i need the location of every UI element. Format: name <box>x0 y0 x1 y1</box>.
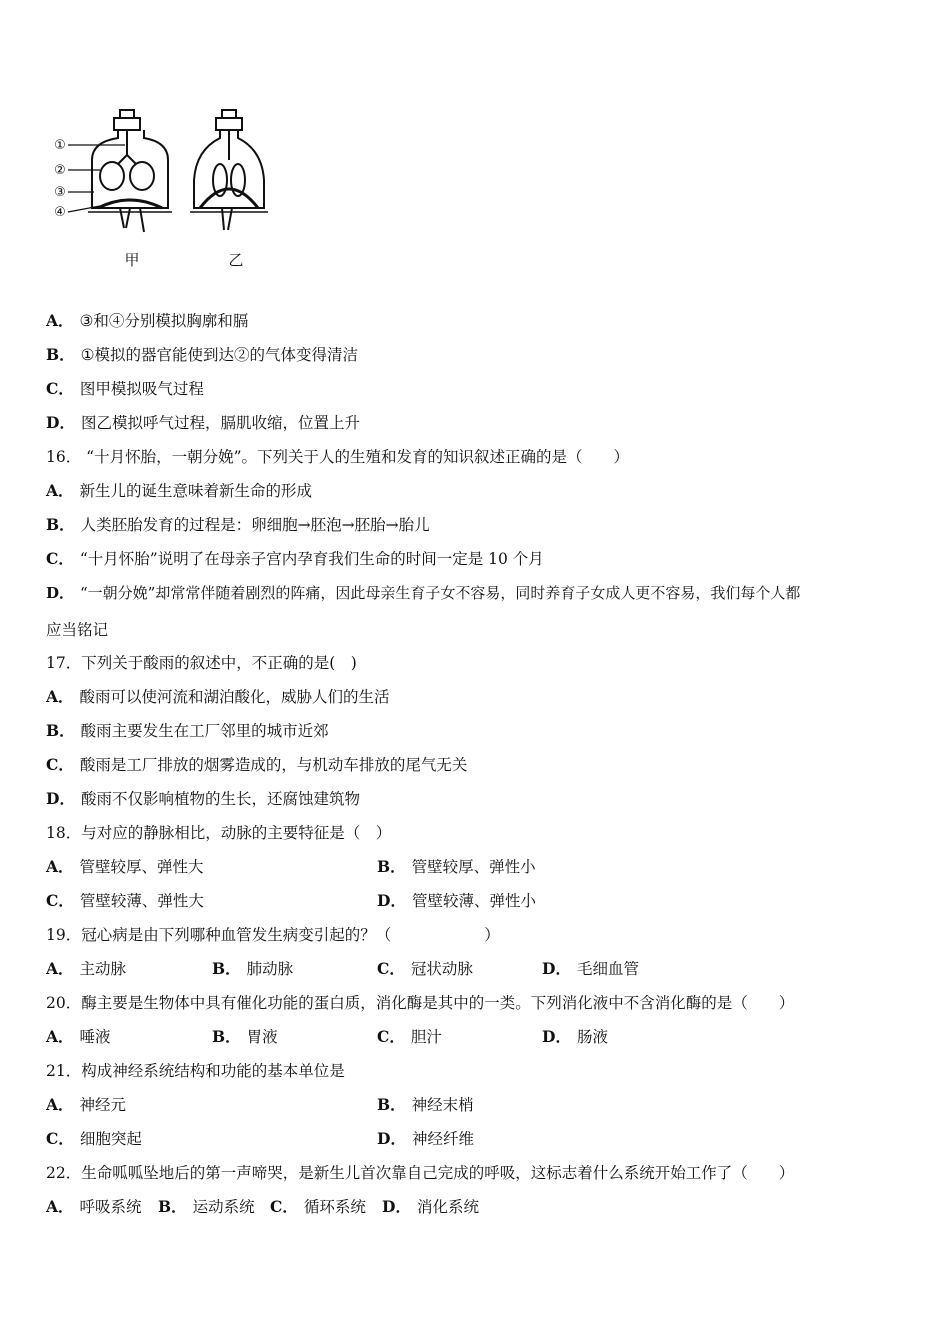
q17-option-b: B． 酸雨主要发生在工厂邻里的城市近郊 <box>46 721 329 740</box>
q16-option-c: C． “十月怀胎”说明了在母亲子宫内孕育我们生命的时间一定是 10 个月 <box>46 549 544 568</box>
q16-option-d-continuation: 应当铭记 <box>46 621 109 639</box>
q18-option-c: C． 管壁较薄、弹性大 <box>46 891 204 910</box>
q17-option-d: D． 酸雨不仅影响植物的生长，还腐蚀建筑物 <box>46 789 360 808</box>
q20-option-a: A． 唾液 <box>46 1027 111 1046</box>
q15-option-a: A． ③和④分别模拟胸廓和膈 <box>46 311 249 330</box>
q22-stem: 22．生命呱呱坠地后的第一声啼哭，是新生儿首次靠自己完成的呼吸，这标志着什么系统开始工作了（ ） <box>46 1164 795 1182</box>
q15-option-b: B． ①模拟的器官能使到达②的气体变得清洁 <box>46 345 359 364</box>
q15-option-d: D． 图乙模拟呼气过程，膈肌收缩，位置上升 <box>46 413 360 432</box>
q17-option-c: C． 酸雨是工厂排放的烟雾造成的，与机动车排放的尾气无关 <box>46 755 468 774</box>
bell-jar-figure <box>40 100 280 280</box>
figure-caption-a: 甲 <box>124 251 140 269</box>
q22-option-d: D． 消化系统 <box>382 1197 479 1216</box>
figure-label-1: ① <box>54 138 66 153</box>
q16-stem: 16． “十月怀胎，一朝分娩”。下列关于人的生殖和发育的知识叙述正确的是（ ） <box>46 448 630 466</box>
q18-option-d: D． 管壁较薄、弹性小 <box>377 891 536 910</box>
q19-option-b: B． 肺动脉 <box>212 959 294 978</box>
q19-option-c: C． 冠状动脉 <box>377 959 473 978</box>
q18-stem: 18．与对应的静脉相比，动脉的主要特征是（ ） <box>46 824 392 842</box>
q19-option-a: A． 主动脉 <box>46 959 127 978</box>
figure-label-4: ④ <box>54 205 66 220</box>
q17-option-a: A． 酸雨可以使河流和湖泊酸化，威胁人们的生活 <box>46 687 390 706</box>
q20-option-c: C． 胆汁 <box>377 1027 442 1046</box>
q16-option-b: B． 人类胚胎发育的过程是：卵细胞→胚泡→胚胎→胎儿 <box>46 515 430 534</box>
q21-option-b: B． 神经末梢 <box>377 1095 474 1114</box>
q21-option-a: A． 神经元 <box>46 1095 127 1114</box>
q17-stem: 17．下列关于酸雨的叙述中，不正确的是( ) <box>46 654 357 672</box>
q19-stem: 19．冠心病是由下列哪种血管发生病变引起的？（ ） <box>46 926 500 944</box>
q22-option-c: C． 循环系统 <box>270 1197 366 1216</box>
q19-option-d: D． 毛细血管 <box>542 959 639 978</box>
q18-option-a: A． 管壁较厚、弹性大 <box>46 857 204 876</box>
q21-option-c: C． 细胞突起 <box>46 1129 142 1148</box>
q22-option-b: B． 运动系统 <box>158 1197 255 1216</box>
figure-caption-b: 乙 <box>228 251 244 269</box>
figure-label-2: ② <box>54 163 66 178</box>
figure-label-3: ③ <box>54 185 66 200</box>
q15-option-c: C． 图甲模拟吸气过程 <box>46 379 204 398</box>
q20-stem: 20．酶主要是生物体中具有催化功能的蛋白质，消化酶是其中的一类。下列消化液中不含消化酶的是（ ） <box>46 994 795 1012</box>
q16-option-d: D． “一朝分娩”却常常伴随着剧烈的阵痛，因此母亲生育子女不容易，同时养育子女成人更不容易，我们每个人都 <box>46 584 801 602</box>
q16-option-a: A． 新生儿的诞生意味着新生命的形成 <box>46 481 313 500</box>
jar-a-diagram <box>88 110 172 232</box>
q21-stem: 21．构成神经系统结构和功能的基本单位是 <box>46 1062 345 1080</box>
q20-option-b: B． 胃液 <box>212 1027 278 1046</box>
jar-b-diagram <box>190 110 268 230</box>
q21-option-d: D． 神经纤维 <box>377 1129 474 1148</box>
q20-option-d: D． 肠液 <box>542 1027 608 1046</box>
q22-option-a: A． 呼吸系统 <box>46 1197 142 1216</box>
q18-option-b: B． 管壁较厚、弹性小 <box>377 857 536 876</box>
